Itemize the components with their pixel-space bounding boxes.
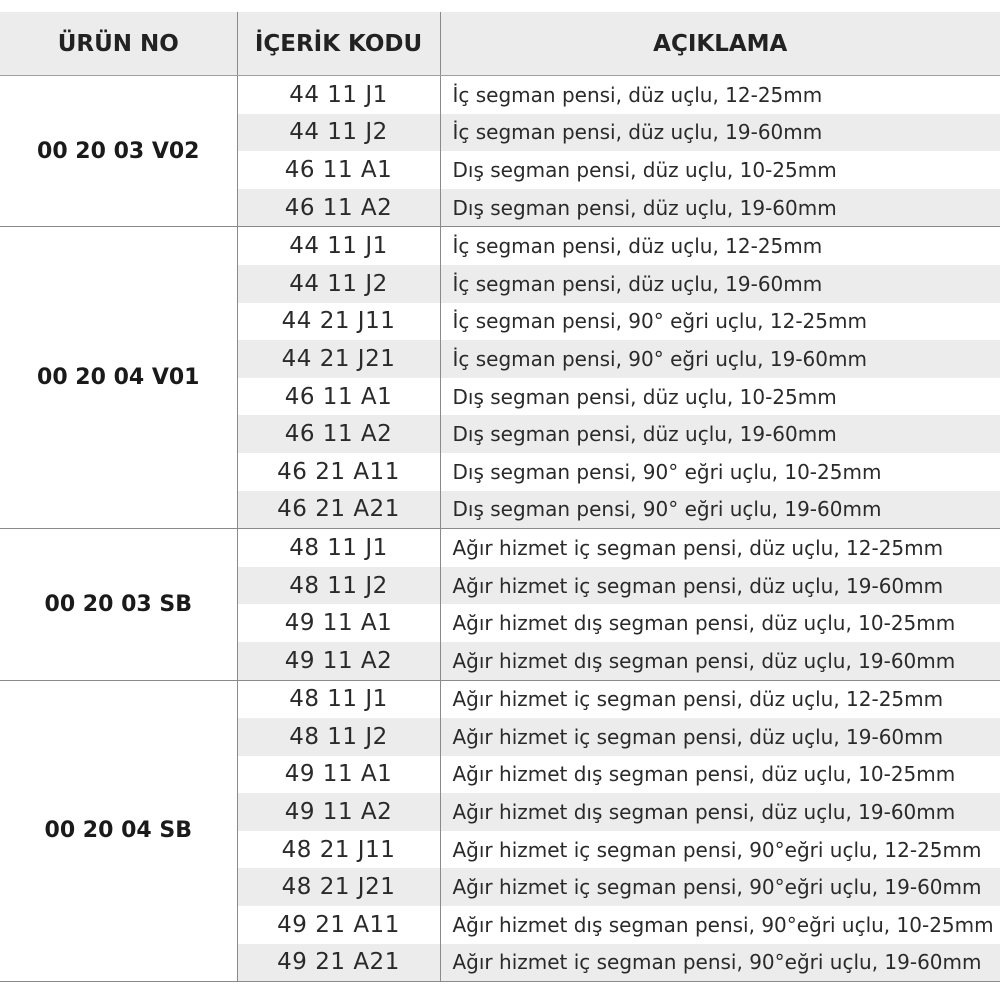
aciklama-cell: İç segman pensi, düz uçlu, 12-25mm: [452, 234, 823, 259]
table-header: [0, 12, 1000, 76]
icerik-kodu-cell: 49 11 A1: [237, 604, 440, 642]
urun-no-cell: 00 20 03 SB: [0, 529, 237, 680]
icerik-kodu-cell: 44 21 J21: [237, 340, 440, 378]
icerik-kodu-cell: 46 11 A2: [237, 415, 440, 453]
aciklama-cell: Ağır hizmet iç segman pensi, 90°eğri uçlu, 19-60mm: [440, 944, 1000, 982]
header-row: [0, 12, 1000, 76]
aciklama-cell: Ağır hizmet dış segman pensi, düz uçlu, 19-60mm: [440, 793, 1000, 831]
icerik-kodu-cell: 44 11 J1: [237, 227, 440, 265]
aciklama-cell: Ağır hizmet iç segman pensi, 90°eğri uçlu, 12-25mm: [452, 837, 982, 862]
aciklama-cell: Ağır hizmet iç segman pensi, düz uçlu, 12-25mm: [452, 687, 944, 712]
aciklama-cell: Ağır hizmet iç segman pensi, düz uçlu, 19-60mm: [440, 567, 1000, 605]
table-body: [0, 76, 1000, 982]
icerik-kodu-cell: 46 21 A21: [237, 491, 440, 529]
icerik-kodu-cell: 48 21 J21: [237, 868, 440, 906]
table-row: [0, 227, 1000, 265]
aciklama-cell: Ağır hizmet iç segman pensi, düz uçlu, 12-25mm: [452, 535, 944, 560]
table-row: [0, 76, 1000, 114]
aciklama-cell: Dış segman pensi, 90° eğri uçlu, 19-60mm: [440, 491, 1000, 529]
aciklama-cell: İç segman pensi, düz uçlu, 19-60mm: [440, 114, 1000, 152]
aciklama-cell: Ağır hizmet iç segman pensi, 90°eğri uçlu, 19-60mm: [440, 868, 1000, 906]
icerik-kodu-cell: 49 21 A21: [237, 944, 440, 982]
aciklama-cell: İç segman pensi, 90° eğri uçlu, 12-25mm: [452, 309, 867, 334]
icerik-kodu-cell: 46 11 A1: [237, 151, 440, 189]
header-urun-no: ÜRÜN NO: [0, 12, 237, 76]
icerik-kodu-cell: 44 11 J1: [237, 76, 440, 114]
aciklama-cell: Ağır hizmet dış segman pensi, düz uçlu, 10-25mm: [452, 611, 956, 636]
icerik-kodu-cell: 48 21 J11: [237, 831, 440, 869]
icerik-kodu-cell: 46 21 A11: [237, 453, 440, 491]
icerik-kodu-cell: 48 11 J1: [237, 680, 440, 718]
icerik-kodu-cell: 48 11 J2: [237, 567, 440, 605]
aciklama-cell: Ağır hizmet dış segman pensi, 90°eğri uçlu, 10-25mm: [452, 912, 994, 937]
icerik-kodu-cell: 44 21 J11: [237, 303, 440, 341]
aciklama-cell: Dış segman pensi, 90° eğri uçlu, 10-25mm: [452, 459, 882, 484]
aciklama-cell: Dış segman pensi, düz uçlu, 19-60mm: [440, 189, 1000, 227]
header-aciklama: AÇIKLAMA: [440, 12, 1000, 76]
aciklama-cell: Dış segman pensi, düz uçlu, 10-25mm: [452, 157, 837, 182]
icerik-kodu-cell: 48 11 J1: [237, 529, 440, 567]
aciklama-cell: Ağır hizmet iç segman pensi, düz uçlu, 19-60mm: [440, 718, 1000, 756]
urun-no-cell: 00 20 04 SB: [0, 680, 237, 982]
aciklama-cell: Dış segman pensi, düz uçlu, 19-60mm: [440, 415, 1000, 453]
icerik-kodu-cell: 48 11 J2: [237, 718, 440, 756]
icerik-kodu-cell: 46 11 A1: [237, 378, 440, 416]
product-table: [0, 12, 1000, 982]
icerik-kodu-cell: 46 11 A2: [237, 189, 440, 227]
aciklama-cell: İç segman pensi, düz uçlu, 19-60mm: [440, 265, 1000, 303]
urun-no-cell: 00 20 04 V01: [0, 227, 237, 529]
icerik-kodu-cell: 44 11 J2: [237, 265, 440, 303]
header-icerik-kodu: İÇERİK KODU: [237, 12, 440, 76]
urun-no-cell: 00 20 03 V02: [0, 76, 237, 227]
aciklama-cell: Ağır hizmet dış segman pensi, düz uçlu, 10-25mm: [452, 762, 956, 787]
icerik-kodu-cell: 49 21 A11: [237, 906, 440, 944]
table-row: [0, 680, 1000, 718]
aciklama-cell: İç segman pensi, 90° eğri uçlu, 19-60mm: [440, 340, 1000, 378]
icerik-kodu-cell: 49 11 A1: [237, 756, 440, 794]
aciklama-cell: İç segman pensi, düz uçlu, 12-25mm: [452, 82, 823, 107]
icerik-kodu-cell: 49 11 A2: [237, 642, 440, 680]
icerik-kodu-cell: 49 11 A2: [237, 793, 440, 831]
aciklama-cell: Ağır hizmet dış segman pensi, düz uçlu, 19-60mm: [440, 642, 1000, 680]
icerik-kodu-cell: 44 11 J2: [237, 114, 440, 152]
aciklama-cell: Dış segman pensi, düz uçlu, 10-25mm: [452, 384, 837, 409]
table-row: [0, 529, 1000, 567]
